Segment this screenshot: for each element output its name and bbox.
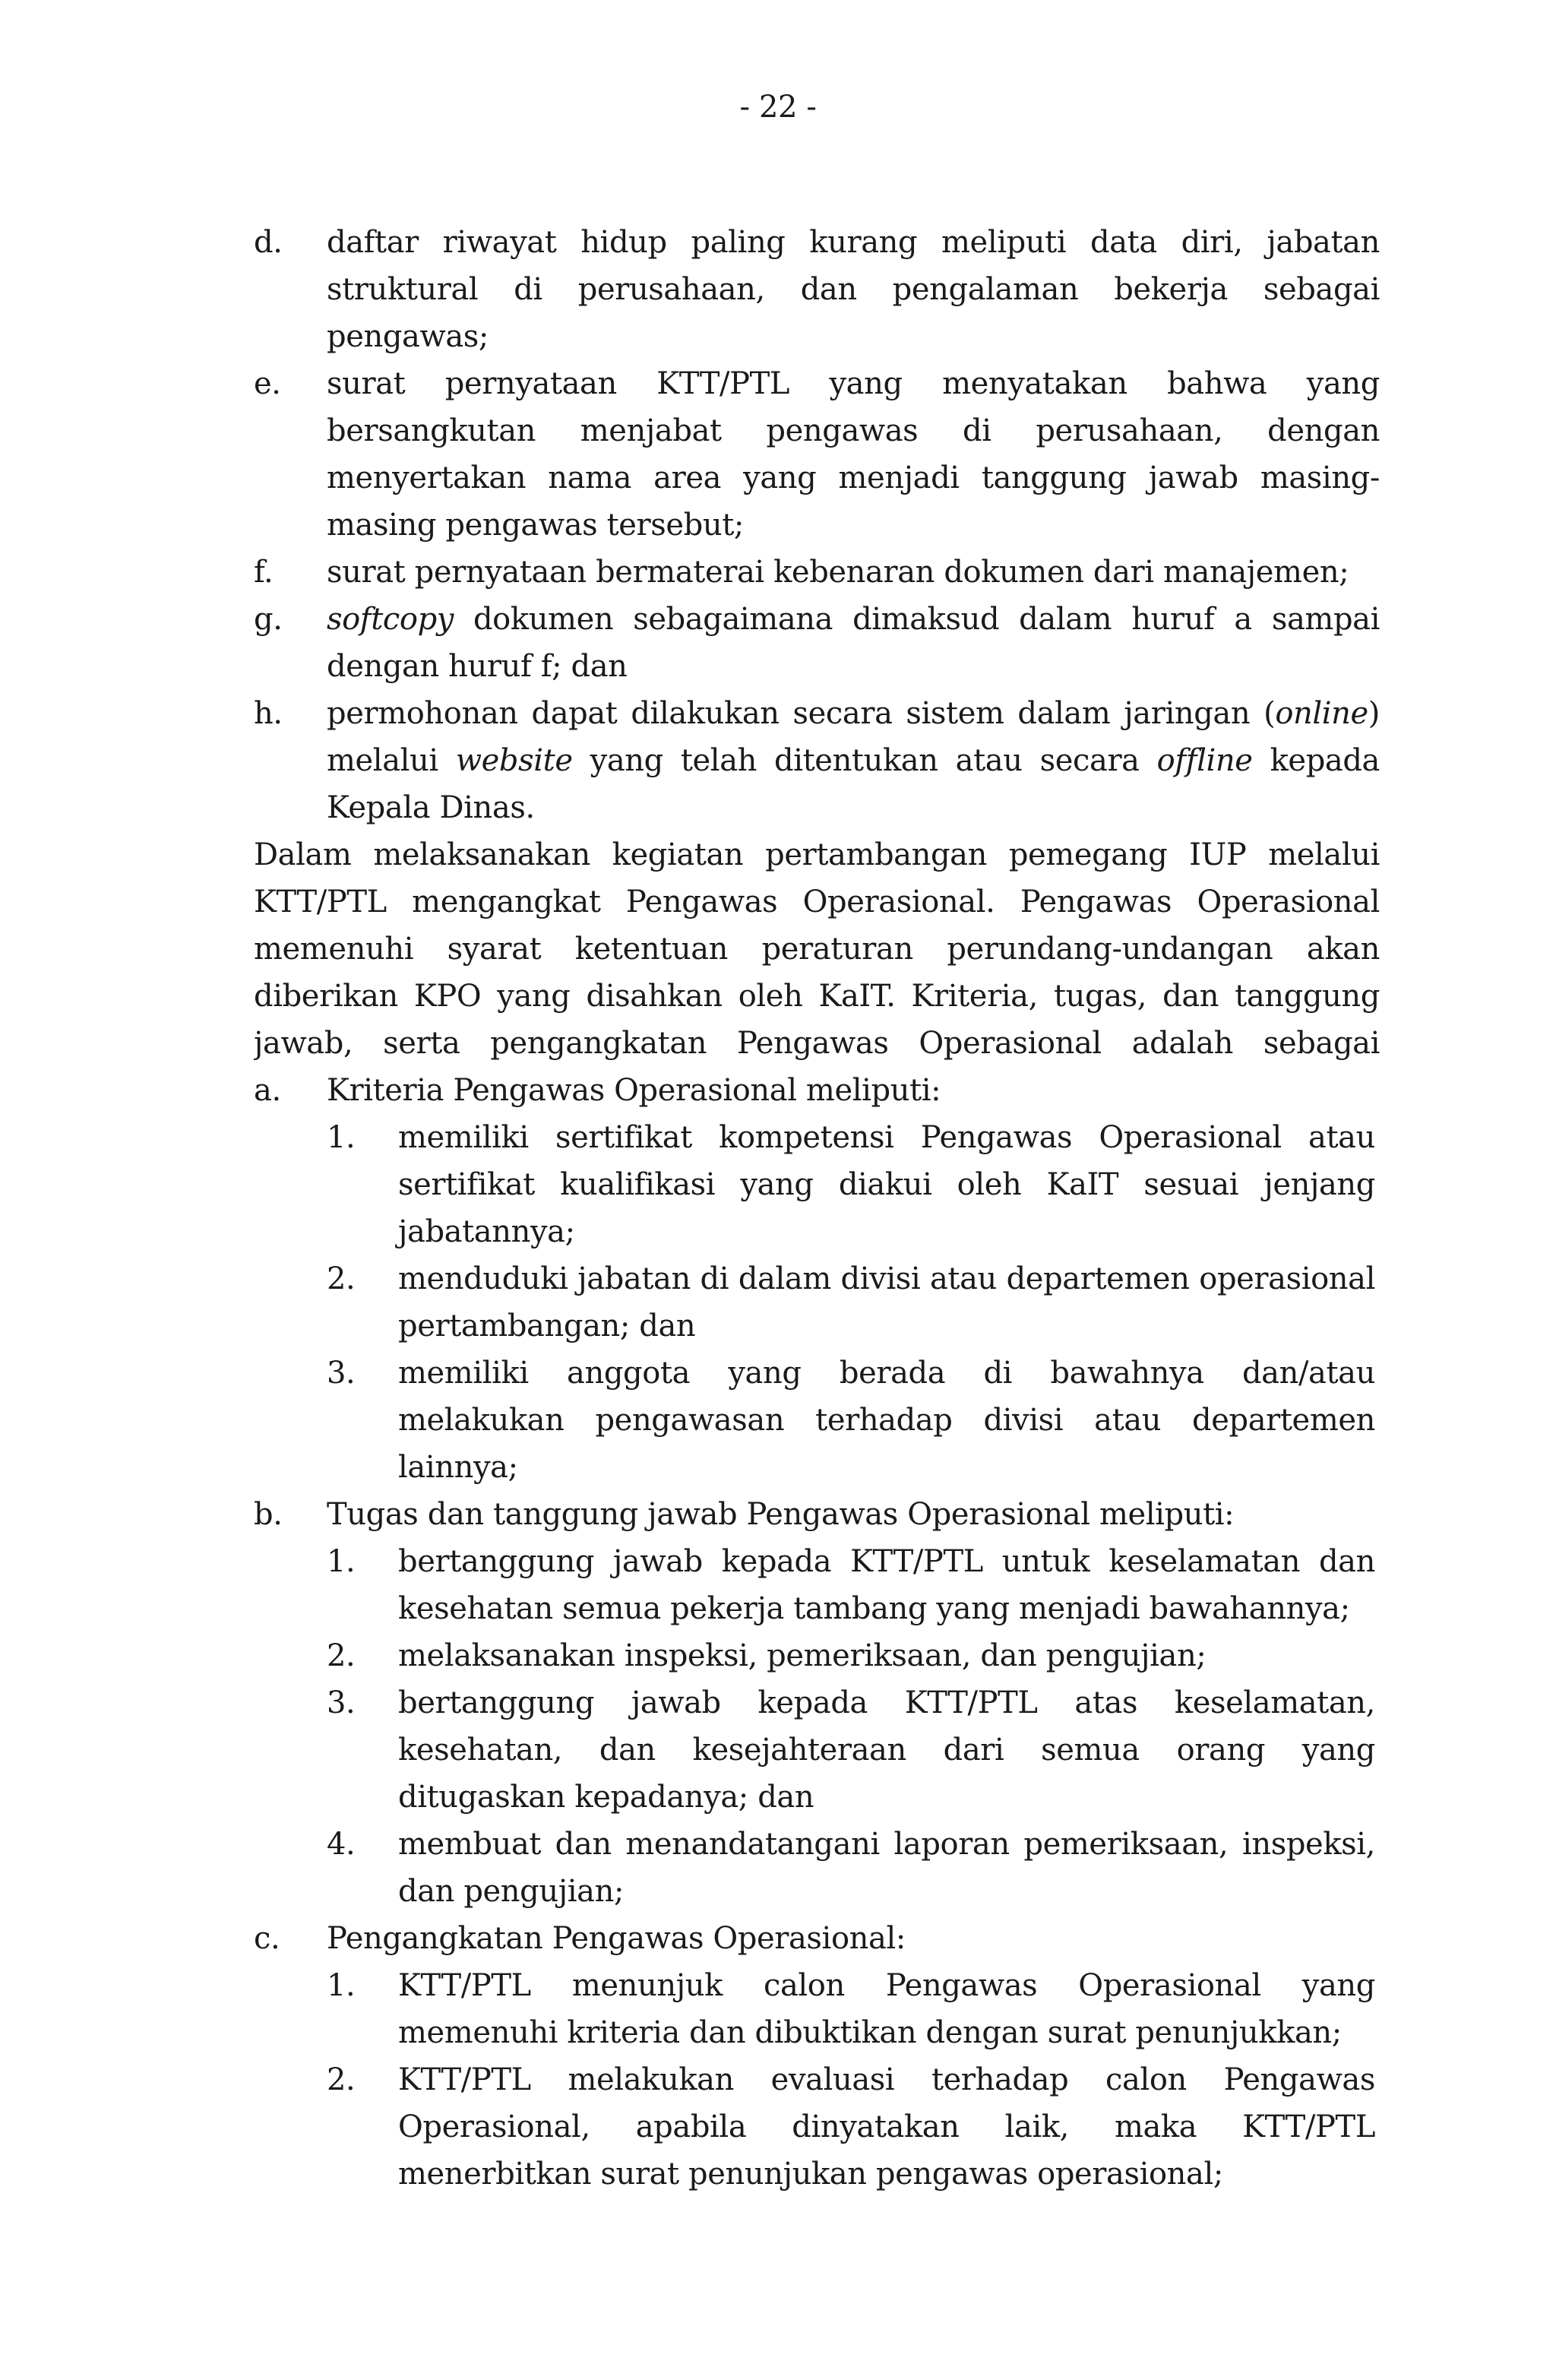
list-label: c. (254, 1921, 280, 1956)
list-text-line: pengawas; (327, 319, 489, 354)
sub-list-line: kesehatan, dan kesejahteraan dari semua orang yang (398, 1733, 1375, 1768)
list-label: h. (254, 696, 283, 731)
sub-list-line: menerbitkan surat penunjukan pengawas operasional; (398, 2157, 1223, 2192)
sub-list-line: lainnya; (398, 1450, 518, 1485)
sub-list-number: 2. (327, 1638, 356, 1673)
list-text-line: masing pengawas tersebut; (327, 508, 744, 543)
list-text-line: surat pernyataan bermaterai kebenaran dokumen dari manajemen; (327, 555, 1349, 590)
sub-list-line: melaksanakan inspeksi, pemeriksaan, dan pengujian; (398, 1638, 1207, 1673)
list-text-line: struktural di perusahaan, dan pengalaman bekerja sebagai (327, 272, 1380, 307)
list-label: e. (254, 366, 281, 401)
list-title: Tugas dan tanggung jawab Pengawas Operasional meliputi: (327, 1497, 1235, 1532)
list-text-line: menyertakan nama area yang menjadi tanggung jawab masing- (327, 460, 1380, 495)
italic-term: website (455, 743, 573, 778)
list-label: g. (254, 602, 283, 637)
italic-term: softcopy (327, 602, 454, 637)
sub-list-line: KTT/PTL menunjuk calon Pengawas Operasional yang (398, 1968, 1375, 2003)
paragraph-line: diberikan KPO yang disahkan oleh KaIT. Kriteria, tugas, dan tanggung (254, 979, 1380, 1014)
sub-list-line: KTT/PTL melakukan evaluasi terhadap calon Pengawas (398, 2062, 1375, 2097)
list-text-line: daftar riwayat hidup paling kurang meliputi data diri, jabatan (327, 225, 1380, 260)
paragraph-line: Dalam melaksanakan kegiatan pertambangan pemegang IUP melalui (254, 837, 1380, 872)
sub-list-line: bertanggung jawab kepada KTT/PTL atas keselamatan, (398, 1685, 1375, 1720)
list-label: f. (254, 555, 274, 590)
list-text-line: melalui website yang telah ditentukan atau secara offline kepada (327, 743, 1380, 778)
italic-term: online (1275, 696, 1368, 731)
sub-list-line: pertambangan; dan (398, 1309, 696, 1343)
sub-list-line: melakukan pengawasan terhadap divisi atau departemen (398, 1403, 1375, 1438)
paragraph-line: memenuhi syarat ketentuan peraturan perundang-undangan akan (254, 932, 1380, 967)
paragraph-line: KTT/PTL mengangkat Pengawas Operasional. Pengawas Operasional (254, 885, 1380, 919)
list-text-line: Kepala Dinas. (327, 790, 535, 825)
paragraph-line: jawab, serta pengangkatan Pengawas Operasional adalah sebagai (254, 1026, 1380, 1061)
sub-list-number: 1. (327, 1968, 356, 2003)
list-label: a. (254, 1073, 281, 1108)
sub-list-line: menduduki jabatan di dalam divisi atau departemen operasional (398, 1261, 1375, 1296)
sub-list-line: dan pengujian; (398, 1874, 625, 1909)
list-text-line: softcopy dokumen sebagaimana dimaksud dalam huruf a sampai (327, 602, 1380, 637)
sub-list-number: 1. (327, 1120, 356, 1155)
sub-list-line: ditugaskan kepadanya; dan (398, 1780, 814, 1815)
list-text-line: dengan huruf f; dan (327, 649, 628, 684)
sub-list-number: 2. (327, 1261, 356, 1296)
sub-list-line: bertanggung jawab kepada KTT/PTL untuk keselamatan dan (398, 1544, 1375, 1579)
list-label: b. (254, 1497, 283, 1532)
list-title: Kriteria Pengawas Operasional meliputi: (327, 1073, 941, 1108)
italic-term: offline (1156, 743, 1253, 778)
page-number: - 22 - (739, 90, 817, 125)
list-text-line: surat pernyataan KTT/PTL yang menyatakan bahwa yang (327, 366, 1380, 401)
sub-list-number: 1. (327, 1544, 356, 1579)
sub-list-line: kesehatan semua pekerja tambang yang menjadi bawahannya; (398, 1591, 1350, 1626)
list-text-line: bersangkutan menjabat pengawas di perusahaan, dengan (327, 413, 1380, 448)
list-text-line: permohonan dapat dilakukan secara sistem dalam jaringan (online) (327, 696, 1380, 731)
sub-list-number: 3. (327, 1356, 356, 1391)
list-label: d. (254, 225, 283, 260)
sub-list-line: membuat dan menandatangani laporan pemeriksaan, inspeksi, (398, 1827, 1375, 1862)
list-title: Pengangkatan Pengawas Operasional: (327, 1921, 906, 1956)
sub-list-number: 3. (327, 1685, 356, 1720)
sub-list-line: jabatannya; (398, 1214, 575, 1249)
sub-list-number: 4. (327, 1827, 356, 1862)
sub-list-line: sertifikat kualifikasi yang diakui oleh KaIT sesuai jenjang (398, 1167, 1375, 1202)
sub-list-number: 2. (327, 2062, 356, 2097)
sub-list-line: memiliki anggota yang berada di bawahnya dan/atau (398, 1356, 1375, 1391)
sub-list-line: memiliki sertifikat kompetensi Pengawas Operasional atau (398, 1120, 1375, 1155)
sub-list-line: memenuhi kriteria dan dibuktikan dengan surat penunjukkan; (398, 2015, 1342, 2050)
sub-list-line: Operasional, apabila dinyatakan laik, maka KTT/PTL (398, 2109, 1375, 2144)
